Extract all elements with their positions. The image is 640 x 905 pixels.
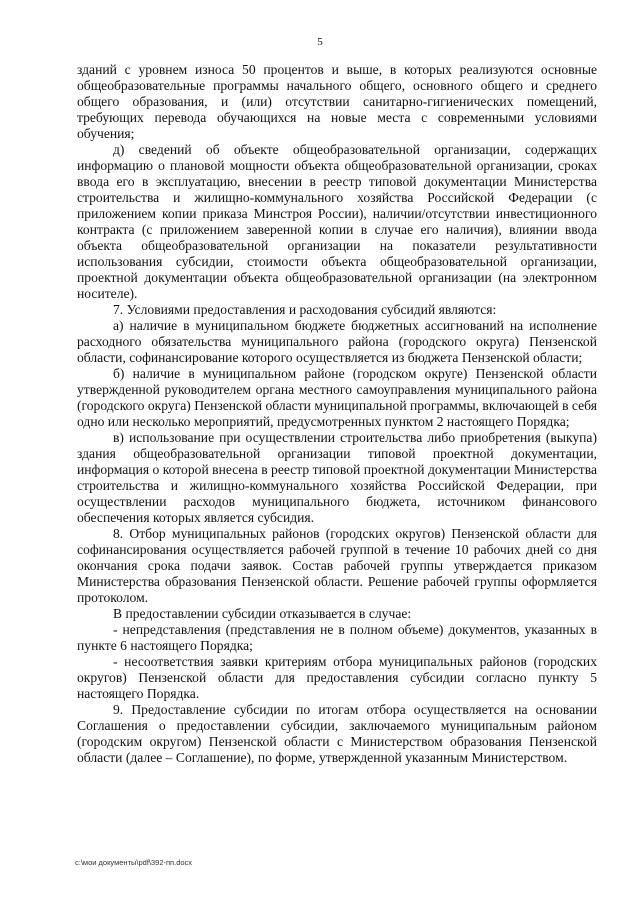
paragraph-refusal-intro: В предоставлении субсидии отказывается в случае: [113, 606, 412, 621]
paragraph-continuation: зданий с уровнем износа 50 процентов и выше, в которых реализуются основные общеобразовательные программы начального общего, основного общего и среднего общего образования, и (или) отсутствии санитарно-гигиенических помещений, требующих перевода обучающихся на новые места с современными условиями обучения; [77, 62, 597, 141]
paragraph-refusal-item-1: - непредставления (представления не в полном объеме) документов, указанных в пункте 6 настоящего Порядка; [77, 622, 597, 653]
paragraph-refusal-item-2: - несоответствия заявки критериям отбора муниципальных районов (городских округов) Пензенской области для предоставления субсидии согласно пункту 5 настоящего Порядка. [77, 654, 597, 701]
paragraph-item-b: б) наличие в муниципальном районе (городском округе) Пензенской области утвержденной руководителем органа местного самоуправления муниципального района (городского округа) Пензенской области муниципальной программы, включающей в себя одно или несколько мероприятий, предусмотренных пунктом 2 настоящего Порядка; [77, 366, 597, 429]
document-body [77, 62, 597, 766]
paragraph-section-7: 7. Условиями предоставления и расходования субсидий являются: [113, 302, 497, 317]
paragraph-section-9: 9. Предоставление субсидии по итогам отбора осуществляется на основании Соглашения о предоставлении субсидии, заключаемого муниципальным районом (городским округом) Пензенской области с Министерством образования Пензенской области (далее – Соглашение), по форме, утвержденной указанным Министерством. [77, 702, 597, 765]
paragraph-item-v: в) использование при осуществлении строительства либо приобретения (выкупа) здания общеобразовательной организации типовой проектной документации, информация о которой внесена в реестр типовой проектной документации Министерства строительства и жилищно-коммунального хозяйства Российской Федерации, при осуществлении расходов муниципального бюджета, источником финансового обеспечения которых является субсидия. [77, 430, 597, 525]
paragraph-item-a: а) наличие в муниципальном бюджете бюджетных ассигнований на исполнение расходного обязательства муниципального района (городского округа) Пензенской области, софинансирование которого осуществляется из бюджета Пензенской области; [77, 318, 597, 365]
page-number: 5 [317, 36, 323, 48]
paragraph-section-8: 8. Отбор муниципальных районов (городских округов) Пензенской области для софинансирования осуществляется рабочей группой в течение 10 рабочих дней со дня окончания срока подачи заявок. Состав рабочей группы утверждается приказом Министерства образования Пензенской области. Решение рабочей группы оформляется протоколом. [77, 526, 597, 605]
file-path-footer: c:\мои документы\pdf\392-пп.docx [75, 858, 193, 867]
paragraph-item-d: д) сведений об объекте общеобразовательной организации, содержащих информацию о плановой мощности объекта общеобразовательной организации, сроках ввода его в эксплуатацию, внесении в реестр типовой документации Министерства строительства и жилищно-коммунального хозяйства Российской Федерации (с приложением копии приказа Минстроя России), наличии/отсутствии инвестиционного контракта (с приложением заверенной копии в случае его наличия), влиянии ввода объекта общеобразовательной организации на показатели результативности использования субсидии, стоимости объекта общеобразовательной организации, проектной документации объекта общеобразовательной организации (на электронном носителе). [77, 142, 597, 301]
